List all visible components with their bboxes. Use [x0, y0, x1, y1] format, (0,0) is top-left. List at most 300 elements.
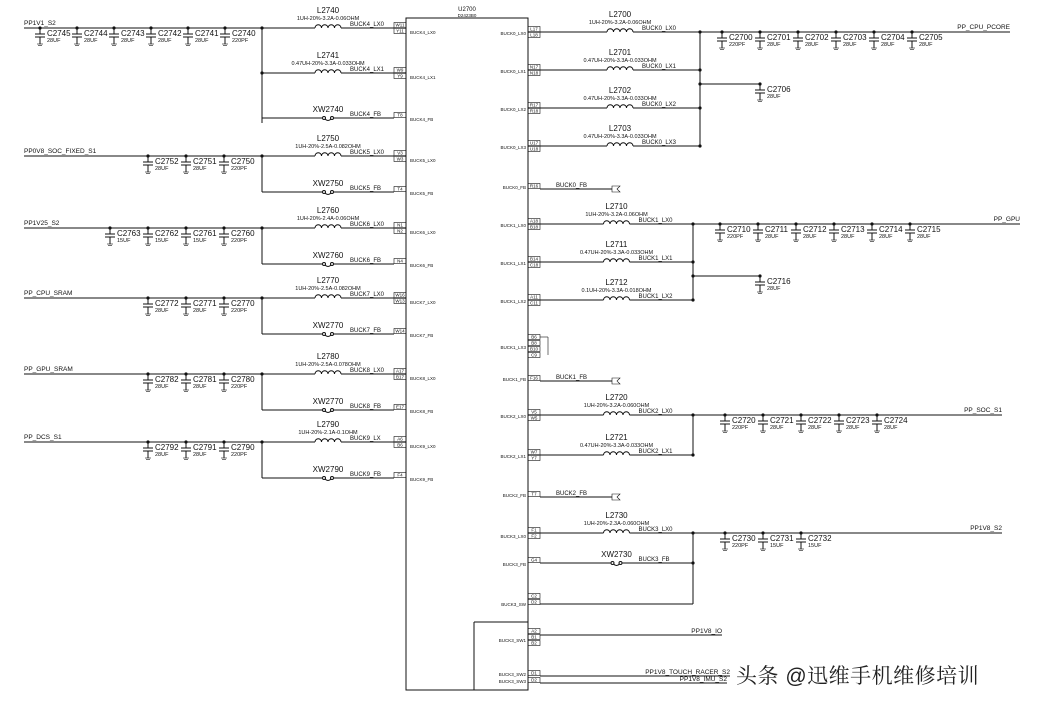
- junction-dot: [112, 26, 115, 29]
- offpage-connector: [612, 378, 620, 384]
- net-tie-ref: XW2740: [312, 105, 344, 114]
- capacitor-ref: C2716: [767, 277, 791, 286]
- inductor-ref: L2702: [608, 86, 632, 95]
- inductor-ref: L2750: [316, 134, 340, 143]
- chip-pin-number: F16: [530, 375, 538, 381]
- junction-dot: [691, 274, 694, 277]
- junction-dot: [691, 561, 694, 564]
- inductor-value: 1UH-20%-2.5A-0.078OHM: [295, 362, 361, 368]
- junction-dot: [834, 30, 837, 33]
- inductor-ref: L2730: [605, 511, 628, 520]
- capacitor-value: 28UF: [47, 38, 61, 44]
- chip-pin-number: B6: [397, 442, 403, 448]
- capacitor-value: 28UF: [884, 425, 898, 431]
- inductor-net: BUCK4_LX0: [350, 22, 385, 28]
- net-tie-ref: XW2730: [601, 550, 632, 559]
- chip-pin-number: D2: [531, 677, 537, 683]
- chip-pin-number: A2: [531, 628, 537, 634]
- inductor-ref: L2741: [316, 51, 340, 60]
- rail-name: PP1V8_TOUCH_RACER_S2: [645, 669, 730, 676]
- junction-dot: [223, 26, 226, 29]
- net-tie-bridge: [325, 193, 331, 195]
- rail-name: PP_GPU: [993, 216, 1020, 223]
- capacitor-value: 220PF: [729, 42, 746, 48]
- chip-pin-number: F4: [397, 472, 403, 478]
- inductor-coil: [604, 412, 630, 415]
- chip-pin-label: BUCK6_FB: [410, 263, 434, 268]
- chip-pin-number: W16: [395, 292, 405, 298]
- inductor-coil: [604, 452, 630, 455]
- chip-pin-number: D1: [531, 670, 537, 676]
- capacitor-value: 28UF: [158, 38, 172, 44]
- feedback-net: BUCK2_FB: [556, 491, 588, 497]
- chip-pin-number: W13: [395, 298, 405, 304]
- offpage-connector: [612, 494, 620, 500]
- inductor-net: BUCK9_LX: [350, 436, 381, 442]
- net-tie-ref: XW2750: [312, 179, 344, 188]
- chip-pin-number: D2: [531, 599, 537, 605]
- inductor-value: 1UH-20%-3.2A-0.060OHM: [583, 403, 650, 409]
- chip-pin-number: T8: [397, 112, 403, 118]
- junction-dot: [146, 226, 149, 229]
- chip-pin-label: BUCK3_SW3: [498, 679, 526, 684]
- capacitor-value: 28UF: [193, 308, 207, 314]
- inductor-coil: [604, 259, 630, 262]
- chip-pin-number: Y11: [396, 28, 404, 34]
- chip-pin-number: Y7: [531, 455, 537, 461]
- chip-pin-number: A18: [529, 218, 539, 224]
- chip-pin-number: N2: [397, 228, 403, 234]
- inductor-value: 1UH-20%-2.5A-0.082OHM: [295, 144, 361, 150]
- chip-pin-number: G4: [530, 557, 538, 563]
- junction-dot: [799, 413, 802, 416]
- inductor-net: BUCK0_LX0: [642, 26, 677, 32]
- chip-pin-label: BUCK0_LX2: [500, 107, 526, 112]
- inductor-value: 1UH-20%-3.2A-0.06OHM: [296, 16, 360, 22]
- inductor-value: 1UH-20%-2.4A-0.06OHM: [296, 216, 360, 222]
- capacitor-ref: C2780: [231, 375, 255, 384]
- junction-dot: [698, 82, 701, 85]
- chip-pin-number: R18: [529, 108, 539, 114]
- rail-name: PP0V8_SOC_FIXED_S1: [24, 148, 97, 155]
- junction-dot: [260, 71, 263, 74]
- inductor-coil: [315, 371, 341, 374]
- feedback-net: BUCK7_FB: [350, 328, 382, 334]
- capacitor-ref: C2790: [231, 443, 255, 452]
- chip-pin-label: BUCK2_LX0: [500, 414, 526, 419]
- capacitor-ref: C2791: [193, 443, 217, 452]
- junction-dot: [875, 413, 878, 416]
- feedback-net: BUCK0_FB: [556, 183, 588, 189]
- capacitor-ref: C2762: [155, 229, 179, 238]
- junction-dot: [718, 222, 721, 225]
- chip-pin-number: L17: [530, 26, 538, 32]
- capacitor-ref: C2732: [808, 534, 832, 543]
- capacitor-ref: C2723: [846, 416, 870, 425]
- rail-name: PP_GPU_SRAM: [24, 366, 73, 373]
- junction-dot: [260, 372, 263, 375]
- chip-pin-label: BUCK1_LX1: [500, 261, 526, 266]
- capacitor-value: 28UF: [193, 452, 207, 458]
- inductor-ref: L2703: [608, 124, 632, 133]
- junction-dot: [222, 372, 225, 375]
- chip-pin-label: BUCK0_LX0: [500, 31, 526, 36]
- inductor-value: 0.47UH-20%-3.3A-0.033OHM: [579, 443, 654, 449]
- capacitor-ref: C2715: [917, 225, 941, 234]
- capacitor-value: 28UF: [767, 94, 781, 100]
- chip-pin-number: B14: [529, 256, 539, 262]
- capacitor-value: 15UF: [155, 238, 169, 244]
- labels-layer: [24, 6, 1020, 684]
- capacitor-value: 28UF: [803, 234, 817, 240]
- chip-pin-number: N4: [397, 258, 403, 264]
- junction-dot: [794, 222, 797, 225]
- chip-pin-label: BUCK2_LX1: [500, 454, 526, 459]
- capacitor-value: 28UF: [765, 234, 779, 240]
- junction-dot: [222, 440, 225, 443]
- capacitor-ref: C2742: [158, 29, 182, 38]
- inductor-net: BUCK2_LX1: [638, 449, 673, 455]
- capacitor-ref: C2771: [193, 299, 217, 308]
- inductor-coil: [607, 29, 633, 32]
- chip-pin-number: B18: [529, 224, 539, 230]
- chip-pin-label: BUCK9_LX0: [410, 444, 436, 449]
- junction-dot: [761, 413, 764, 416]
- inductor-coil: [604, 530, 630, 533]
- inductor-net: BUCK8_LX0: [350, 368, 385, 374]
- chip-pin-label: BUCK4_FB: [410, 117, 434, 122]
- feedback-net: BUCK6_FB: [350, 258, 382, 264]
- junction-dot: [260, 296, 263, 299]
- junction-dot: [108, 226, 111, 229]
- chip-pin-number: A6: [397, 436, 403, 442]
- junction-dot: [908, 222, 911, 225]
- capacitor-value: 220PF: [231, 384, 248, 390]
- net-tie-pad: [331, 191, 334, 194]
- chip-pin-label: BUCK7_FB: [410, 333, 434, 338]
- capacitor-ref: C2744: [84, 29, 108, 38]
- capacitor-ref: C2763: [117, 229, 141, 238]
- inductor-net: BUCK3_LX0: [638, 527, 673, 533]
- capacitor-ref: C2772: [155, 299, 179, 308]
- capacitor-value: 15UF: [117, 238, 131, 244]
- net-tie-pad: [331, 333, 334, 336]
- net-tie-bridge: [325, 479, 331, 481]
- rail-name: PP_DCS_S1: [24, 434, 62, 441]
- chip-pin-label: BUCK1_LX0: [500, 223, 526, 228]
- chip-ref: U2700: [458, 7, 476, 13]
- net-tie-bridge: [614, 564, 620, 566]
- inductor-coil: [607, 67, 633, 70]
- inductor-ref: L2720: [605, 393, 628, 402]
- chip-pin-label: BUCK5_LX0: [410, 158, 436, 163]
- capacitor-ref: C2743: [121, 29, 145, 38]
- junction-dot: [720, 30, 723, 33]
- inductor-net: BUCK4_LX1: [350, 67, 385, 73]
- chip-pin-label: BUCK8_LX0: [410, 376, 436, 381]
- capacitor-value: 220PF: [231, 308, 248, 314]
- inductor-value: 0.47UH-20%-3.3A-0.033OHM: [291, 61, 365, 67]
- inductor-net: BUCK0_LX3: [642, 140, 677, 146]
- chip-pin-number: W9: [396, 67, 404, 73]
- chip-pin-number: V5: [531, 409, 537, 415]
- chip-pin-number: N18: [529, 70, 539, 76]
- capacitor-ref: C2702: [805, 33, 829, 42]
- inductor-ref: L2780: [316, 352, 340, 361]
- inductor-net: BUCK6_LX0: [350, 222, 385, 228]
- inductor-value: 1UH-20%-2.1A-0.1OHM: [298, 430, 358, 436]
- inductor-net: BUCK1_LX2: [638, 294, 673, 300]
- chip-pin-label: BUCK0_LX1: [500, 69, 526, 74]
- capacitor-value: 220PF: [732, 425, 749, 431]
- chip-pin-number: W5: [530, 415, 538, 421]
- inductor-coil: [604, 221, 630, 224]
- capacitor-ref: C2730: [732, 534, 756, 543]
- junction-dot: [761, 531, 764, 534]
- chip-pin-label: BUCK3_FB: [502, 562, 526, 567]
- junction-dot: [222, 154, 225, 157]
- chip-pin-label: BUCK3_LX0: [500, 534, 526, 539]
- inductor-ref: L2711: [605, 240, 628, 249]
- chip-pin-label: BUCK4_LX0: [410, 30, 436, 35]
- chip-pin-label: BUCK6_LX0: [410, 230, 436, 235]
- chip-pin-label: BUCK4_LX1: [410, 75, 436, 80]
- chip-pin-label: BUCK1_LX3: [500, 345, 526, 350]
- capacitor-ref: C2782: [155, 375, 179, 384]
- chip-pin-label: BUCK1_LX2: [500, 299, 526, 304]
- capacitor-ref: C2705: [919, 33, 943, 42]
- junction-dot: [222, 296, 225, 299]
- inductor-value: 0.47UH-20%-3.3A-0.033OHM: [583, 134, 657, 140]
- capacitor-value: 220PF: [732, 543, 749, 549]
- capacitor-value: 28UF: [917, 234, 931, 240]
- inductor-value: 0.47UH-20%-3.3A-0.033OHM: [583, 96, 657, 102]
- net-tie-ref: XW2760: [312, 251, 344, 260]
- capacitor-value: 28UF: [881, 42, 895, 48]
- chip-pin-number: U18: [529, 146, 539, 152]
- capacitor-value: 28UF: [767, 42, 781, 48]
- rail-name: PP_CPU_SRAM: [24, 290, 73, 297]
- inductor-coil: [607, 105, 633, 108]
- junction-dot: [260, 154, 263, 157]
- chip-pin-label: BUCK5_FB: [410, 191, 434, 196]
- chip-pin-number: B6: [531, 334, 537, 340]
- capacitor-value: 220PF: [231, 166, 248, 172]
- net-tie-ref: XW2770: [312, 397, 344, 406]
- chip-pin-label: BUCK1_FB: [502, 377, 526, 382]
- inductor-ref: L2770: [316, 276, 340, 285]
- watermark-text: 头条 @迅维手机维修培训: [736, 665, 980, 688]
- capacitor-value: 15UF: [808, 543, 822, 549]
- junction-dot: [832, 222, 835, 225]
- chip-pin-number: B8: [531, 340, 537, 346]
- capacitor-ref: C2770: [231, 299, 255, 308]
- net-tie-bridge: [325, 335, 331, 337]
- inductor-net: BUCK1_LX0: [638, 218, 673, 224]
- chip-pin-label: BUCK2_FB: [502, 493, 526, 498]
- inductor-value: 1UH-20%-2.3A-0.060OHM: [583, 521, 650, 527]
- capacitor-value: 28UF: [843, 42, 857, 48]
- capacitor-ref: C2745: [47, 29, 71, 38]
- chip-pin-number: C9: [531, 352, 537, 358]
- feedback-net: BUCK3_FB: [638, 557, 670, 563]
- capacitor-ref: C2712: [803, 225, 827, 234]
- junction-dot: [796, 30, 799, 33]
- chip-part: D2423B0: [457, 13, 477, 18]
- feedback-net: BUCK1_FB: [556, 375, 588, 381]
- junction-dot: [146, 154, 149, 157]
- chip-pin-number: W3: [396, 156, 404, 162]
- chip-pin-number: F2: [531, 533, 537, 539]
- chip-pin-label: BUCK9_FB: [410, 477, 434, 482]
- rail-name: PP1V8_S2: [970, 525, 1002, 532]
- inductor-ref: L2790: [316, 420, 340, 429]
- junction-dot: [146, 372, 149, 375]
- net-tie-pad: [331, 409, 334, 412]
- junction-dot: [758, 274, 761, 277]
- chip-pin-number: A11: [530, 294, 538, 300]
- chip-pin-number: W11: [395, 22, 405, 28]
- inductor-ref: L2721: [605, 433, 628, 442]
- capacitor-value: 28UF: [846, 425, 860, 431]
- chip-pin-number: V3: [397, 150, 403, 156]
- capacitor-value: 28UF: [841, 234, 855, 240]
- chip-pin-number: U17: [529, 140, 539, 146]
- capacitor-ref: C2724: [884, 416, 908, 425]
- junction-dot: [146, 296, 149, 299]
- chip-pin-label: BUCK7_LX0: [410, 300, 436, 305]
- inductor-coil: [315, 225, 341, 228]
- capacitor-ref: C2751: [193, 157, 217, 166]
- capacitor-ref: C2711: [765, 225, 788, 234]
- net-tie-bridge: [325, 265, 331, 267]
- chip-pin-number: N1: [397, 222, 403, 228]
- junction-dot: [184, 154, 187, 157]
- junction-dot: [146, 440, 149, 443]
- chip-pin-number: C18: [529, 262, 539, 268]
- capacitor-value: 28UF: [155, 308, 169, 314]
- junction-dot: [184, 440, 187, 443]
- net-tie-ref: XW2790: [312, 465, 344, 474]
- feedback-net: BUCK8_FB: [350, 404, 382, 410]
- net-tie-pad: [619, 562, 622, 565]
- junction-dot: [222, 226, 225, 229]
- capacitor-value: 28UF: [805, 42, 819, 48]
- inductor-ref: L2760: [316, 206, 340, 215]
- capacitor-value: 28UF: [84, 38, 98, 44]
- capacitor-ref: C2792: [155, 443, 179, 452]
- capacitor-value: 28UF: [193, 384, 207, 390]
- junction-dot: [756, 222, 759, 225]
- capacitor-ref: C2701: [767, 33, 791, 42]
- inductor-net: BUCK5_LX0: [350, 150, 385, 156]
- capacitor-ref: C2761: [193, 229, 217, 238]
- inductor-coil: [315, 153, 341, 156]
- junction-dot: [799, 531, 802, 534]
- junction-dot: [184, 296, 187, 299]
- inductor-coil: [315, 295, 341, 298]
- chip-pin-number: L18: [530, 32, 538, 38]
- capacitor-ref: C2720: [732, 416, 756, 425]
- junction-dot: [149, 26, 152, 29]
- inductor-coil: [315, 439, 341, 442]
- net-tie-pad: [331, 117, 334, 120]
- capacitor-value: 28UF: [193, 166, 207, 172]
- inductor-value: 0.47UH-20%-3.3A-0.033OHM: [579, 250, 654, 256]
- inductor-coil: [604, 297, 630, 300]
- capacitor-value: 28UF: [919, 42, 933, 48]
- capacitor-ref: C2760: [231, 229, 255, 238]
- rail-name: PP1V8_IMU_S2: [679, 676, 727, 683]
- rail-name: PP_CPU_PCORE: [957, 24, 1010, 31]
- capacitor-ref: C2740: [232, 29, 256, 38]
- capacitor-ref: C2752: [155, 157, 179, 166]
- net-tie-pad: [331, 477, 334, 480]
- chip-pin-number: R16: [529, 183, 539, 189]
- rail-name: PP1V25_S2: [24, 220, 60, 227]
- rail-name: PP1V1_S2: [24, 20, 56, 27]
- chip-pin-number: B2: [531, 640, 537, 646]
- inductor-net: BUCK1_LX1: [638, 256, 673, 262]
- capacitor-ref: C2731: [770, 534, 794, 543]
- junction-dot: [260, 26, 263, 29]
- feedback-net: BUCK5_FB: [350, 186, 382, 192]
- feedback-net: BUCK4_FB: [350, 112, 382, 118]
- inductor-value: 1UH-20%-3.2A-0.06OHM: [588, 20, 652, 26]
- junction-dot: [75, 26, 78, 29]
- inductor-value: 1UH-20%-3.2A-0.06OHM: [585, 212, 648, 218]
- chip-pin-number: T4: [397, 186, 403, 192]
- junction-dot: [184, 372, 187, 375]
- chip-pin-number: F1: [531, 527, 537, 533]
- inductor-net: BUCK7_LX0: [350, 292, 385, 298]
- inductor-net: BUCK2_LX0: [638, 409, 673, 415]
- junction-dot: [837, 413, 840, 416]
- capacitor-value: 220PF: [231, 452, 248, 458]
- inductor-net: BUCK0_LX1: [642, 64, 677, 70]
- chip-pin-number: Y9: [397, 73, 403, 79]
- junction-dot: [870, 222, 873, 225]
- net-tie-pad: [331, 263, 334, 266]
- capacitor-ref: C2741: [195, 29, 219, 38]
- inductor-ref: L2740: [316, 6, 340, 15]
- capacitor-ref: C2700: [729, 33, 753, 42]
- capacitor-ref: C2781: [193, 375, 217, 384]
- capacitor-value: 15UF: [770, 543, 784, 549]
- capacitor-value: 28UF: [155, 452, 169, 458]
- chip-pin-number: B17: [395, 374, 405, 380]
- chip-pin-number: C2: [531, 593, 537, 599]
- rail-name: PP1V8_IO: [691, 628, 722, 635]
- junction-dot: [910, 30, 913, 33]
- chip-pin-number: E17: [395, 404, 405, 410]
- capacitor-value: 220PF: [231, 238, 248, 244]
- capacitor-ref: C2722: [808, 416, 832, 425]
- junction-dot: [186, 26, 189, 29]
- net-tie-bridge: [325, 119, 331, 121]
- chip-pin-number: B10: [529, 346, 539, 352]
- capacitor-value: 28UF: [155, 166, 169, 172]
- inductor-net: BUCK0_LX2: [642, 102, 677, 108]
- inductor-ref: L2700: [608, 10, 632, 19]
- chip-pin-label: BUCK0_LX3: [500, 145, 526, 150]
- chip-pin-label: BUCK3_SW1: [498, 638, 526, 643]
- net-tie-bridge: [325, 411, 331, 413]
- inductor-value: 1UH-20%-2.5A-0.082OHM: [295, 286, 361, 292]
- inductor-ref: L2701: [608, 48, 632, 57]
- chip-pin-number: R17: [529, 102, 539, 108]
- chip-pin-label: BUCK0_FB: [502, 185, 526, 190]
